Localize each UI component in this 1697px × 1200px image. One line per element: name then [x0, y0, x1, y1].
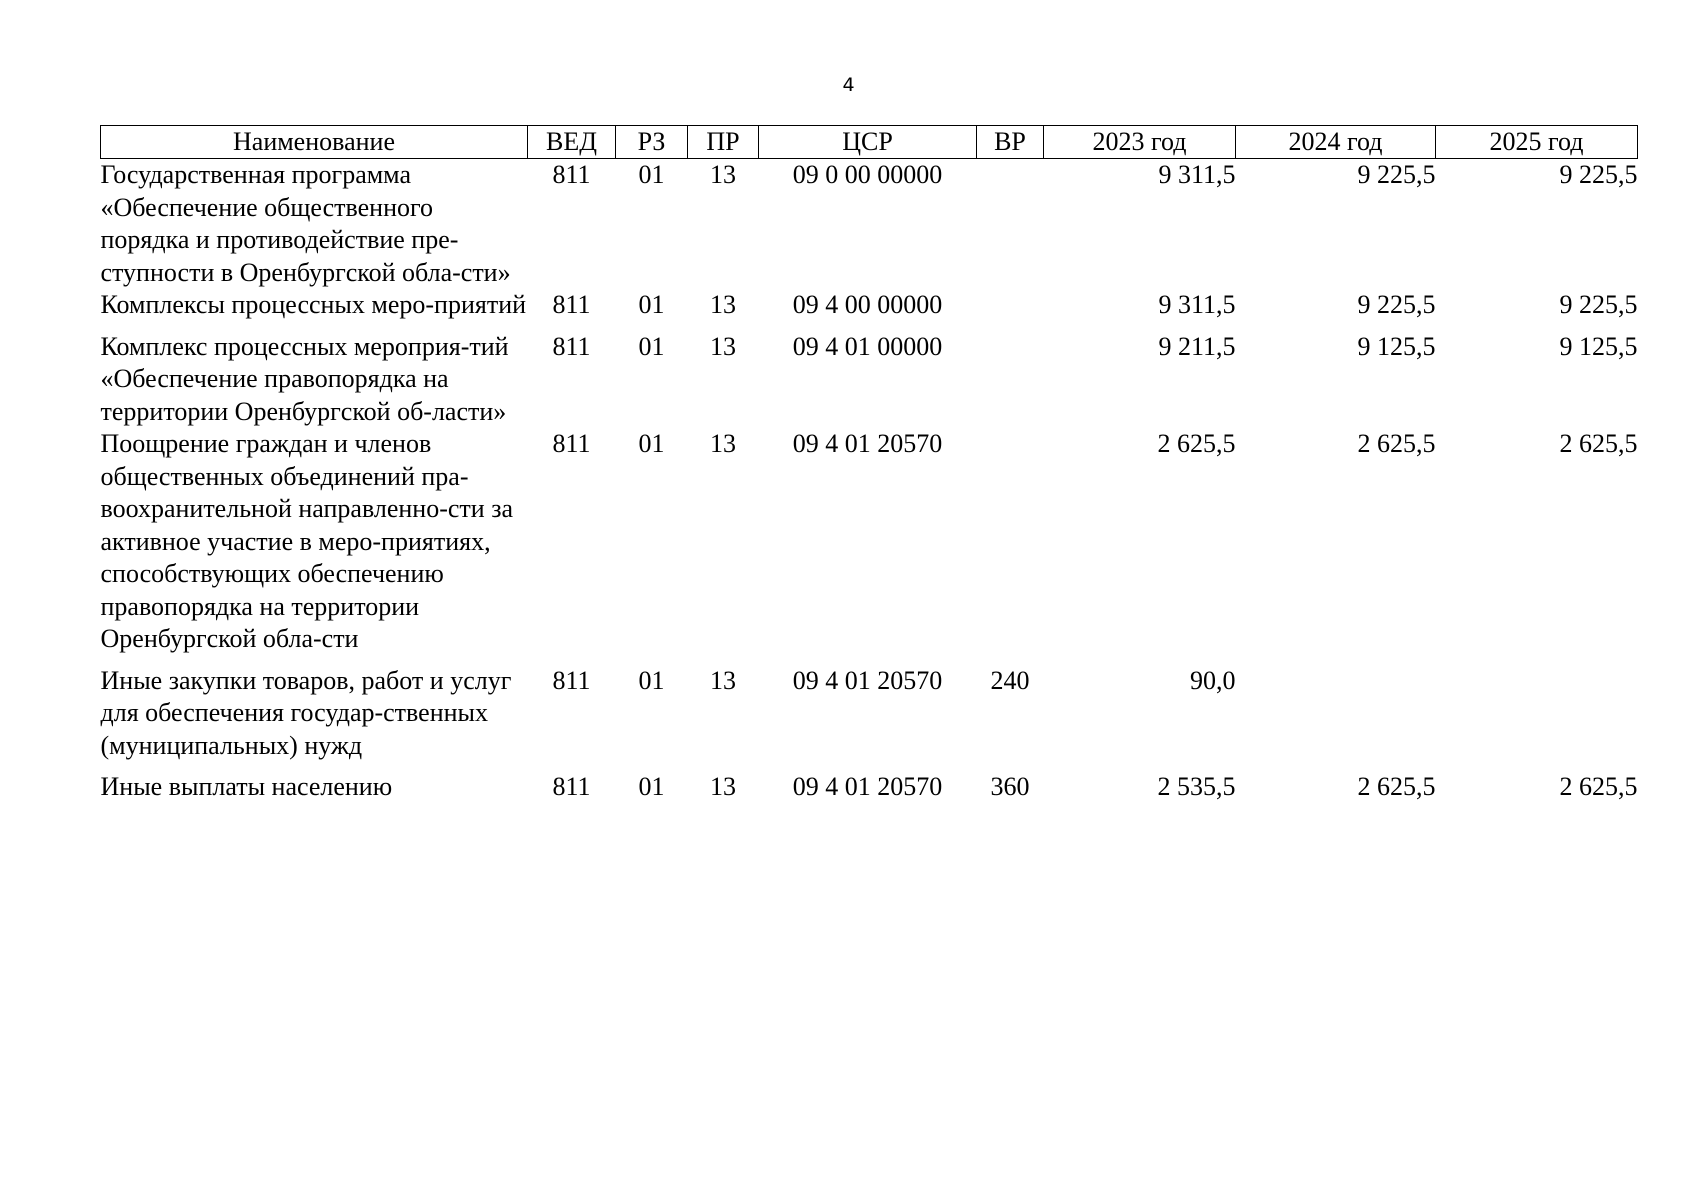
row-2023: 2 535,5 [1157, 772, 1236, 801]
row-2025: 2 625,5 [1559, 429, 1638, 458]
row-2024 [1236, 665, 1436, 772]
row-ved: 811 [552, 665, 591, 695]
row-csr: 09 4 01 20570 [792, 665, 943, 695]
row-ved: 811 [552, 160, 591, 189]
row-pr: 13 [710, 290, 736, 319]
table-row [101, 159, 1638, 290]
row-rz: 01 [638, 331, 665, 361]
row-pr: 13 [710, 429, 736, 458]
row-rz: 01 [638, 429, 665, 458]
table-row [101, 428, 1638, 665]
row-name: Государственная программа «Обеспечение общественного порядка и противодействие пре-ступности в Оренбургской обла-сти» [100, 160, 511, 287]
row-ved: 811 [552, 331, 591, 361]
row-2025: 9 225,5 [1559, 160, 1638, 189]
row-name: Поощрение граждан и членов общественных объединений пра-воохранительной направленно-сти за активное участие в меро-приятиях, способствующих обеспечению правопорядка на территории Оренбургской обла-сти [100, 429, 514, 653]
row-2024: 9 225,5 [1357, 160, 1436, 189]
row-rz: 01 [638, 772, 665, 801]
row-rz: 01 [638, 290, 665, 319]
row-2024: 9 125,5 [1357, 331, 1436, 361]
table-header [101, 126, 1638, 159]
header-ved: ВЕД [528, 126, 616, 159]
table-row [101, 331, 1638, 429]
row-2025 [1436, 665, 1638, 772]
row-csr: 09 4 01 20570 [792, 429, 943, 458]
row-2025: 2 625,5 [1559, 772, 1638, 801]
row-pr: 13 [710, 160, 736, 189]
header-rz: РЗ [616, 126, 688, 159]
row-vr [977, 428, 1044, 665]
row-ved: 811 [552, 772, 591, 801]
table-row [101, 289, 1638, 331]
header-2025: 2025 год [1436, 126, 1638, 159]
table-row [101, 665, 1638, 772]
header-row [101, 126, 1638, 159]
row-pr: 13 [710, 331, 736, 361]
row-name: Комплекс процессных мероприя-тий «Обеспечение правопорядка на территории Оренбургской об-ласти» [100, 331, 509, 426]
row-name: Комплексы процессных меро-приятий [100, 290, 527, 319]
row-2025: 9 225,5 [1559, 290, 1638, 319]
row-csr: 09 4 00 00000 [792, 290, 943, 319]
header-pr: ПР [688, 126, 759, 159]
row-rz: 01 [638, 160, 665, 189]
row-vr [977, 159, 1044, 290]
row-name: Иные выплаты населению [100, 772, 393, 801]
row-2024: 9 225,5 [1357, 290, 1436, 319]
row-2024: 2 625,5 [1357, 429, 1436, 458]
table-body [101, 159, 1638, 804]
row-vr: 240 [990, 665, 1030, 695]
row-vr [977, 331, 1044, 429]
row-pr: 13 [710, 665, 736, 695]
row-2023: 9 211,5 [1158, 331, 1236, 361]
row-csr: 09 4 01 00000 [792, 331, 943, 361]
row-ved: 811 [552, 429, 591, 458]
row-2023: 9 311,5 [1158, 290, 1236, 319]
row-csr: 09 4 01 20570 [792, 772, 943, 801]
row-name: Иные закупки товаров, работ и услуг для обеспечения государ-ственных (муниципальных) нужд [100, 665, 512, 760]
row-2023: 9 311,5 [1158, 160, 1236, 189]
row-2024: 2 625,5 [1357, 772, 1436, 801]
row-vr: 360 [990, 772, 1030, 801]
header-name: Наименование [101, 126, 528, 159]
table-row [101, 771, 1638, 804]
row-ved: 811 [552, 290, 591, 319]
row-2023: 90,0 [1190, 665, 1236, 695]
row-2023: 2 625,5 [1157, 429, 1236, 458]
header-2024: 2024 год [1236, 126, 1436, 159]
row-vr [977, 289, 1044, 331]
row-csr: 09 0 00 00000 [792, 160, 943, 189]
header-vr: ВР [977, 126, 1044, 159]
budget-table [100, 125, 1638, 804]
row-2025: 9 125,5 [1559, 331, 1638, 361]
row-pr: 13 [710, 772, 736, 801]
page-number: 4 [842, 74, 855, 96]
header-2023: 2023 год [1044, 126, 1236, 159]
header-csr: ЦСР [759, 126, 977, 159]
row-rz: 01 [638, 665, 665, 695]
